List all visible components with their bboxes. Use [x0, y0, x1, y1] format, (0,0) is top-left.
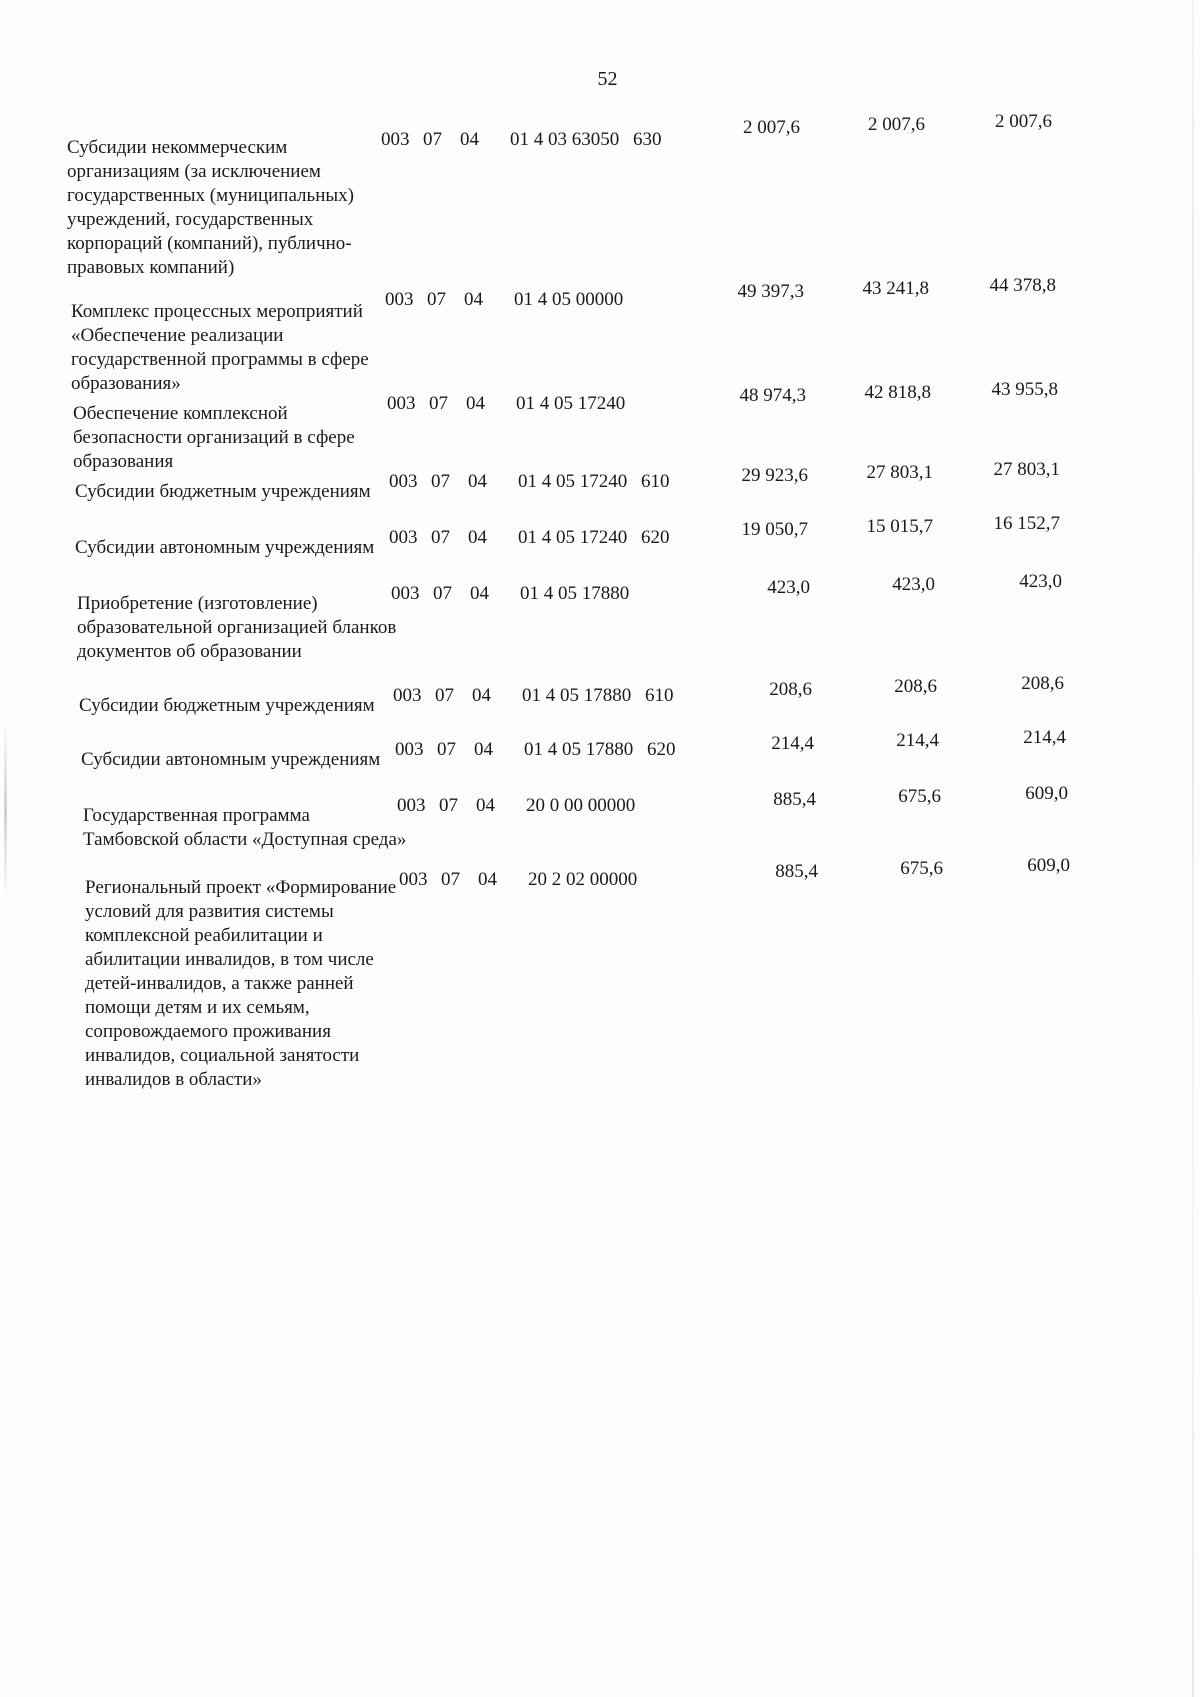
amount-year-1: 2 007,6 [743, 117, 800, 138]
amount-year-3: 27 803,1 [993, 459, 1060, 480]
amount-year-1: 214,4 [771, 733, 814, 754]
amount-year-1: 885,4 [775, 861, 818, 882]
target-article-code: 01 4 05 17240 [516, 393, 626, 414]
page-number: 52 [597, 68, 618, 90]
subsection-code: 04 [476, 795, 495, 816]
amount-year-2: 15 015,7 [866, 516, 933, 537]
expense-type-code: 610 [645, 685, 674, 706]
amount-year-1: 423,0 [767, 577, 810, 598]
ministry-code: 003 [387, 393, 416, 414]
amount-year-1: 19 050,7 [741, 519, 808, 540]
ministry-code: 003 [393, 685, 422, 706]
expense-type-code: 610 [641, 471, 670, 492]
target-article-code: 01 4 05 17880 [522, 685, 632, 706]
amount-year-2: 208,6 [894, 676, 937, 697]
row-name: Субсидии автономным учреждениям [75, 537, 375, 558]
subsection-code: 04 [470, 583, 489, 604]
amount-year-3: 16 152,7 [993, 513, 1060, 534]
subsection-code: 04 [472, 685, 491, 706]
amount-year-1: 49 397,3 [737, 281, 804, 302]
subsection-code: 04 [478, 869, 497, 890]
amount-year-1: 885,4 [773, 789, 816, 810]
section-code: 07 [427, 289, 446, 310]
target-article-code: 01 4 03 63050 [510, 129, 620, 150]
target-article-code: 01 4 05 17880 [524, 739, 634, 760]
subsection-code: 04 [466, 393, 485, 414]
subsection-code: 04 [460, 129, 479, 150]
amount-year-2: 675,6 [900, 858, 943, 879]
amount-year-3: 423,0 [1019, 571, 1062, 592]
amount-year-2: 2 007,6 [868, 114, 925, 135]
target-article-code: 01 4 05 17240 [518, 527, 628, 548]
amount-year-3: 43 955,8 [991, 379, 1058, 400]
amount-year-3: 208,6 [1021, 673, 1064, 694]
ministry-code: 003 [389, 527, 418, 548]
amount-year-3: 2 007,6 [995, 111, 1052, 132]
section-code: 07 [429, 393, 448, 414]
amount-year-1: 29 923,6 [741, 465, 808, 486]
subsection-code: 04 [474, 739, 493, 760]
amount-year-2: 675,6 [898, 786, 941, 807]
row-name: Субсидии некоммерческим организациям (за исключением государственных (муниципальных) учреждений, государственных корпораций (компаний), публично-правовых компаний) [67, 137, 354, 278]
target-article-code: 01 4 05 00000 [514, 289, 624, 310]
ministry-code: 003 [381, 129, 410, 150]
amount-year-2: 214,4 [896, 730, 939, 751]
amount-year-3: 214,4 [1023, 727, 1066, 748]
amount-year-2: 42 818,8 [864, 382, 931, 403]
amount-year-3: 609,0 [1027, 855, 1070, 876]
row-name: Обеспечение комплексной безопасности организаций в сфере образования [73, 403, 355, 472]
section-code: 07 [439, 795, 458, 816]
ministry-code: 003 [391, 583, 420, 604]
subsection-code: 04 [468, 471, 487, 492]
ministry-code: 003 [389, 471, 418, 492]
amount-year-1: 208,6 [769, 679, 812, 700]
amount-year-2: 27 803,1 [866, 462, 933, 483]
section-code: 07 [431, 471, 450, 492]
row-name: Субсидии автономным учреждениям [81, 749, 381, 770]
row-name: Комплекс процессных мероприятий «Обеспечение реализации государственной программы в сфере образования» [71, 301, 369, 394]
ministry-code: 003 [399, 869, 428, 890]
ministry-code: 003 [397, 795, 426, 816]
section-code: 07 [433, 583, 452, 604]
section-code: 07 [431, 527, 450, 548]
section-code: 07 [423, 129, 442, 150]
subsection-code: 04 [464, 289, 483, 310]
row-name: Государственная программа Тамбовской области «Доступная среда» [83, 805, 407, 850]
target-article-code: 01 4 05 17880 [520, 583, 630, 604]
section-code: 07 [437, 739, 456, 760]
amount-year-2: 43 241,8 [862, 278, 929, 299]
section-code: 07 [435, 685, 454, 706]
expense-type-code: 620 [641, 527, 670, 548]
row-name: Субсидии бюджетным учреждениям [79, 695, 375, 716]
amount-year-2: 423,0 [892, 574, 935, 595]
target-article-code: 01 4 05 17240 [518, 471, 628, 492]
ministry-code: 003 [395, 739, 424, 760]
row-name: Субсидии бюджетным учреждениям [75, 481, 371, 502]
amount-year-3: 609,0 [1025, 783, 1068, 804]
section-code: 07 [441, 869, 460, 890]
scan-edge-shadow [1192, 0, 1194, 1697]
expense-type-code: 630 [633, 129, 662, 150]
target-article-code: 20 2 02 00000 [528, 869, 638, 890]
ministry-code: 003 [385, 289, 414, 310]
amount-year-1: 48 974,3 [739, 385, 806, 406]
subsection-code: 04 [468, 527, 487, 548]
row-name: Региональный проект «Формирование условий для развития системы комплексной реабилитации и абилитации инвалидов, в том числе детей-инвалидов, а также ранней помощи детям и их семьям, сопровождаемого проживания инвалидов, социальной занятости инвалидов в области» [85, 877, 397, 1090]
row-name: Приобретение (изготовление) образовательной организацией бланков документов об образовании [77, 593, 397, 662]
expense-type-code: 620 [647, 739, 676, 760]
amount-year-3: 44 378,8 [989, 275, 1056, 296]
target-article-code: 20 0 00 00000 [526, 795, 636, 816]
scan-edge-shadow [4, 720, 7, 900]
